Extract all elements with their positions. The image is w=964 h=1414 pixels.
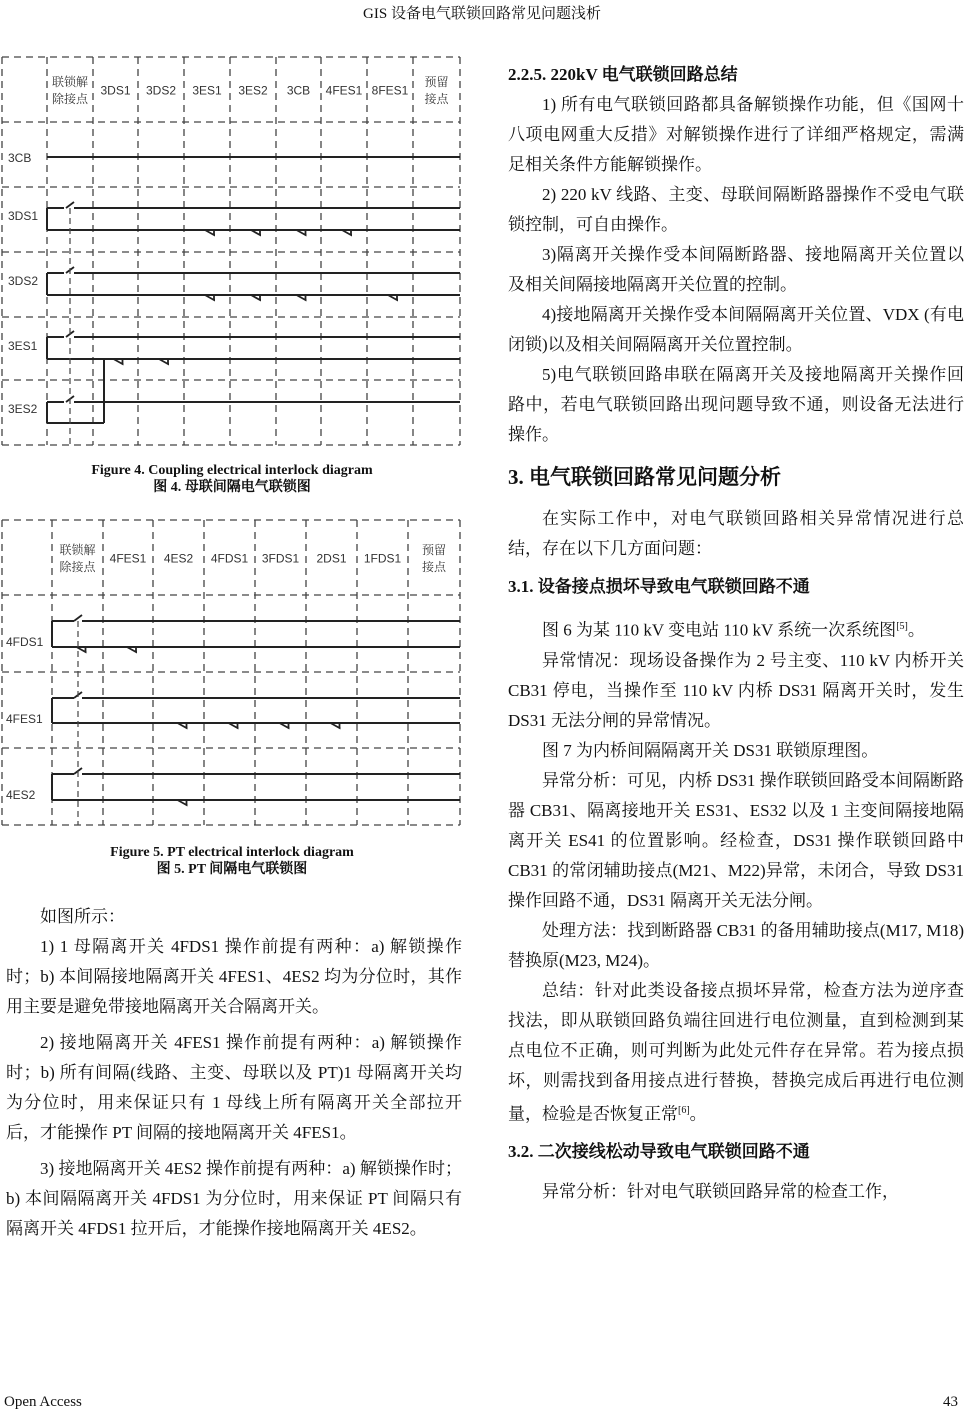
citation-link[interactable]: [5] — [896, 621, 908, 632]
row-label: 4FES1 — [6, 712, 43, 726]
column-label: 预留 — [424, 75, 449, 89]
column-label: 3CB — [286, 83, 311, 98]
paragraph: 3)隔离开关操作受本间隔断路器、接地隔离开关位置以及相关间隔接地隔离开关位置的控制。 — [508, 245, 964, 294]
column-label: 接点 — [421, 560, 447, 574]
citation-link[interactable]: [6] — [678, 1104, 690, 1116]
paragraph: 1) 1 母隔离开关 4FDS1 操作前提有两种：a) 解锁操作时；b) 本间隔接地隔离开关 4FES1、4ES2 均为分位时，其作用主要是避免带接地隔离开关合隔离开关。 — [6, 937, 462, 1016]
figure-5-diagram — [0, 510, 464, 830]
caption-en: Figure 4. Coupling electrical interlock diagram — [91, 463, 373, 478]
row-label: 3CB — [8, 151, 32, 165]
paragraph: 1) 所有电气联锁回路都具备解锁操作功能，但《国网十八项电网重大反措》对解锁操作进行了详细严格规定，需满足相关条件方能解锁操作。 — [508, 95, 964, 174]
column-label: 2DS1 — [316, 551, 347, 566]
column-label: 4ES2 — [163, 551, 194, 566]
left-column-text — [6, 902, 462, 1244]
caption-cn: 图 5. PT 间隔电气联锁图 — [156, 862, 308, 877]
paragraph: 在实际工作中，对电气联锁回路相关异常情况进行总结，存在以下几方面问题： — [508, 509, 964, 558]
paragraph: 处理方法：找到断路器 CB31 的备用辅助接点(M17, M18)替换原(M23, M24)。 — [508, 920, 964, 970]
paragraph: 图 7 为内桥间隔隔离开关 DS31 联锁原理图。 — [542, 740, 879, 760]
paragraph: 异常分析：针对电气联锁回路异常的检查工作， — [542, 1182, 899, 1202]
column-label: 联锁解 — [59, 543, 96, 557]
figure-4-diagram — [0, 50, 464, 450]
right-column-text — [508, 60, 964, 1207]
figure-5-caption — [0, 844, 464, 878]
column-label: 8FES1 — [371, 83, 409, 98]
section-heading: 3. 电气联锁回路常见问题分析 — [508, 465, 781, 489]
column-label: 除接点 — [51, 92, 89, 106]
paragraph: 2) 接地隔离开关 4FES1 操作前提有两种：a) 解锁操作时；b) 所有间隔(线路、主变、母联以及 PT)1 母隔离开关均为分位时，用来保证只有 1 母线上所有隔离开关全部拉开后，才能操作 PT 间隔的接地隔离开关 4FES1。 — [6, 1033, 462, 1142]
column-label: 联锁解 — [51, 75, 89, 89]
paragraph: 4)接地隔离开关操作受本间隔隔离开关位置、VDX (有电闭锁)以及相关间隔隔离开关位置控制。 — [508, 305, 964, 354]
row-label: 3DS2 — [8, 274, 39, 288]
paragraph — [508, 976, 964, 1130]
column-label: 4FDS1 — [210, 551, 249, 566]
paragraph: 2) 220 kV 线路、主变、母联间隔断路器操作不受电气联锁控制，可自由操作。 — [508, 185, 964, 234]
column-label: 4FES1 — [325, 83, 363, 98]
column-label: 接点 — [424, 92, 449, 106]
section-heading: 2.2.5. 220kV 电气联锁回路总结 — [508, 65, 738, 84]
column-label: 3DS2 — [145, 83, 177, 98]
column-label: 预留 — [421, 543, 447, 557]
paragraph: 异常分析：可见，内桥 DS31 操作联锁回路受本间隔断路器 CB31、隔离接地开关 ES31、ES32 以及 1 主变间隔接地隔离开关 ES41 的位置影响。经检查，DS31 操作联锁回路中 CB31 的常闭辅助接点(M21、M22)异常，未闭合，导致 DS31 操作回路不通，DS31 隔离开关无法分闸。 — [508, 770, 964, 910]
column-label: 3ES2 — [238, 83, 268, 98]
no-contact-icon — [74, 615, 82, 621]
row-label: 3ES2 — [8, 402, 38, 416]
figure-4-caption — [0, 462, 464, 496]
column-label: 3DS1 — [100, 83, 131, 98]
text: 。 — [907, 620, 925, 640]
column-label: 除接点 — [59, 560, 96, 574]
footer-left: Open Access — [4, 1394, 82, 1410]
text: 。 — [689, 1104, 707, 1124]
column-label: 3ES1 — [192, 83, 222, 98]
running-header: GIS 设备电气联锁回路常见问题浅析 — [363, 6, 601, 22]
no-contact-icon — [66, 202, 74, 208]
paragraph: 异常情况：现场设备操作为 2 号主变、110 kV 内桥开关 CB31 停电，当操作至 110 kV 内桥 DS31 隔离开关时，发生 DS31 无法分闸的异常情况。 — [508, 650, 964, 730]
row-label: 4FDS1 — [6, 635, 44, 649]
column-label: 3FDS1 — [261, 551, 300, 566]
column-label: 1FDS1 — [363, 551, 402, 566]
section-heading: 3.2. 二次接线松动导致电气联锁回路不通 — [508, 1142, 810, 1162]
column-label: 4FES1 — [109, 551, 147, 566]
paragraph: 3) 接地隔离开关 4ES2 操作前提有两种：a) 解锁操作时；b) 本间隔隔离开关 4FDS1 为分位时，用来保证 PT 间隔只有隔离开关 4FDS1 拉开后，才能操作接地隔离开关 4ES2。 — [6, 1159, 462, 1238]
text: 总结：针对此类设备接点损坏异常，检查方法为逆序查找法，即从联锁回路负端往回进行电位测量，直到检测到某点电位不正确，则可判断为此处元件存在异常。若为接点损坏，则需找到备用接点进行替换，替换完成后再进行电位测量，检验是否恢复正常 — [508, 980, 964, 1124]
section-heading: 3.1. 设备接点损坏导致电气联锁回路不通 — [508, 577, 810, 596]
caption-cn: 图 4. 母联间隔电气联锁图 — [153, 480, 311, 495]
paragraph: 5)电气联锁回路串联在隔离开关及接地隔离开关操作回路中，若电气联锁回路出现问题导致不通，则设备无法进行操作。 — [508, 365, 964, 444]
row-label: 3DS1 — [8, 209, 39, 223]
page-number: 43 — [943, 1394, 958, 1410]
paragraph — [508, 612, 964, 646]
row-label: 4ES2 — [6, 788, 36, 802]
caption-en: Figure 5. PT electrical interlock diagram — [110, 845, 354, 860]
text: 图 6 为某 110 kV 变电站 110 kV 系统一次系统图 — [542, 620, 897, 640]
paragraph: 如图所示： — [40, 907, 125, 926]
row-label: 3ES1 — [8, 339, 38, 353]
